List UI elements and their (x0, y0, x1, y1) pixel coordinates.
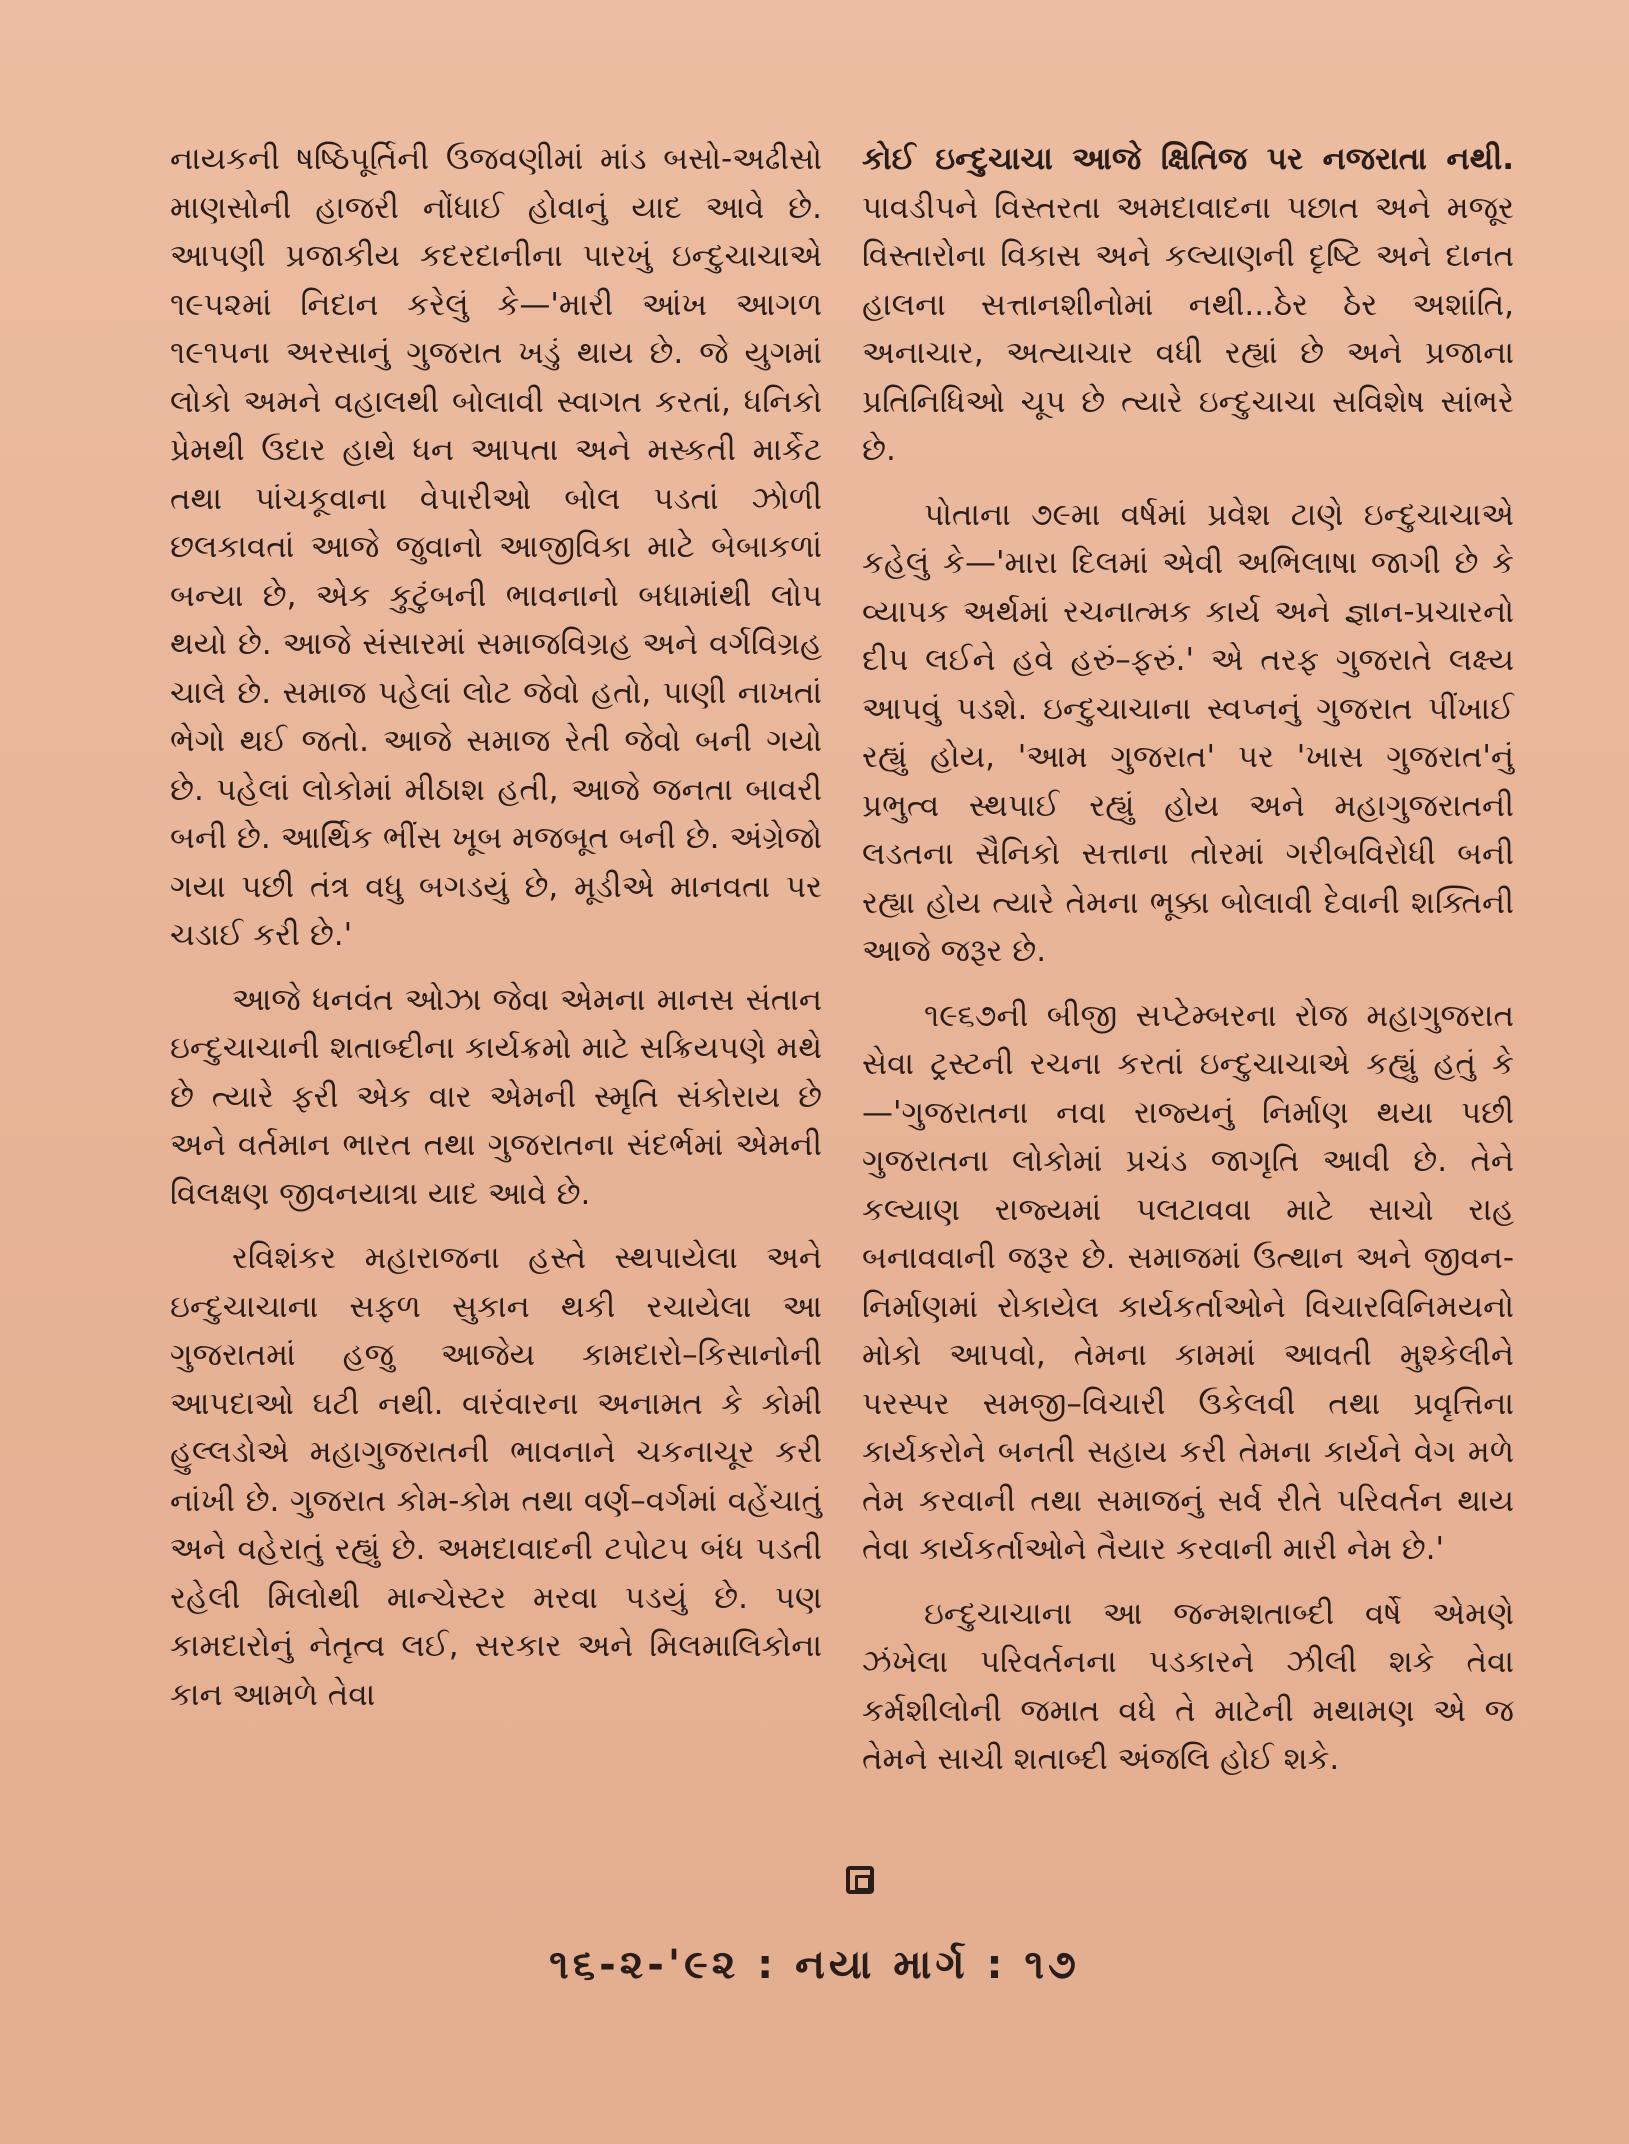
page-footer: ૧૬-૨-'૯૨ : નયા માર્ગ : ૧૭ (549, 1942, 1080, 1988)
left-paragraph-3: રવિશંકર મહારાજના હસ્તે સ્થપાયેલા અને ઇન્દુચાચાના સફળ સુકાન થકી રચાયેલા આ ગુજરાતમાં હજુ આજેય કામદારો–કિસાનોની આપદાઓ ઘટી નથી. વારંવારના અનામત કે કોમી હુલ્લડોએ મહાગુજરાતની ભાવનાને ચકનાચૂર કરી નાંખી છે. ગુજરાત કોમ-કોમ તથા વર્ણ–વર્ગમાં વહેંચાતું અને વહેરાતું રહ્યું છે. અમદાવાદની ટપોટપ બંધ પડતી રહેલી મિલોથી માન્ચેસ્ટર મરવા પડયું છે. પણ કામદારોનું નેતૃત્વ લઈ, સરકાર અને મિલમાલિકોના કાન આમળે તેવા (170, 1240, 822, 1713)
right-paragraph-2: પોતાના ૭૯મા વર્ષમાં પ્રવેશ ટાણે ઇન્દુચાચાએ કહેલું કે—'મારા દિલમાં એવી અભિલાષા જાગી છે કે વ્યાપક અર્થમાં રચનાત્મક કાર્ય અને જ્ઞાન-પ્રચારનો દીપ લઈને હવે હરું–ફરું.' એ તરફ ગુજરાતે લક્ષ્ય આપવું પડશે. ઇન્દુચાચાના સ્વપ્નનું ગુજરાત પીંખાઈ રહ્યું હોય, 'આમ ગુજરાત' પર 'ખાસ ગુજરાત'નું પ્રભુત્વ સ્થપાઈ રહ્યું હોય અને મહાગુજરાતની લડતના સૈનિકો સત્તાના તોરમાં ગરીબવિરોધી બની રહ્યા હોય ત્યારે તેમના ભૂક્કા બોલાવી દેવાની શક્તિની આજે જરૂર છે. (862, 496, 1514, 969)
right-paragraph-1-lead: કોઈ ઇન્દુચાચા આજે ક્ષિતિજ પર નજરાતા નથી. (862, 141, 1514, 177)
left-paragraph-2: આજે ધનવંત ઓઝા જેવા એમના માનસ સંતાન ઇન્દુચાચાની શતાબ્દીના કાર્યક્રમો માટે સક્રિયપણે મથે છે ત્યારે ફરી એક વાર એમની સ્મૃતિ સંકોરાય છે અને વર્તમાન ભારત તથા ગુજરાતના સંદર્ભમાં એમની વિલક્ષણ જીવનયાત્રા યાદ આવે છે. (170, 981, 822, 1212)
right-paragraph-1 (862, 135, 1514, 475)
right-column (862, 135, 1514, 1800)
right-paragraph-1-body: પાવડીપને વિસ્તરતા અમદાવાદના પછાત અને મજૂર વિસ્તારોના વિકાસ અને કલ્યાણની દૃષ્ટિ અને દાનત હાલના સત્તાનશીનોમાં નથી...ઠેર ઠેર અશાંતિ, અનાચાર, અત્યાચાર વધી રહ્યાં છે અને પ્રજાના પ્રતિનિધિઓ ચૂપ છે ત્યારે ઇન્દુચાચા સવિશેષ સાંભરે છે. (862, 189, 1514, 468)
left-column (170, 135, 822, 1735)
right-paragraph-4: ઇન્દુચાચાના આ જન્મશતાબ્દી વર્ષે એમણે ઝંખેલા પરિવર્તનના પડકારને ઝીલી શકે તેવા કર્મશીલોની જમાત વધે તે માટેની મથામણ એ જ તેમને સાચી શતાબ્દી અંજલિ હોઈ શકે. (862, 1595, 1514, 1777)
right-paragraph-3: ૧૯૬૭ની બીજી સપ્ટેમ્બરના રોજ મહાગુજરાત સેવા ટ્રસ્ટની રચના કરતાં ઇન્દુચાચાએ કહ્યું હતું કે—'ગુજરાતના નવા રાજ્યનું નિર્માણ થયા પછી ગુજરાતના લોકોમાં પ્રચંડ જાગૃતિ આવી છે. તેને કલ્યાણ રાજ્યમાં પલટાવવા માટે સાચો રાહ બનાવવાની જરૂર છે. સમાજમાં ઉત્થાન અને જીવન-નિર્માણમાં રોકાયેલ કાર્યકર્તાઓને વિચારવિનિમયનો મોકો આપવો, તેમના કામમાં આવતી મુશ્કેલીને પરસ્પર સમજી–વિચારી ઉકેલવી તથા પ્રવૃત્તિના કાર્યકરોને બનતી સહાય કરી તેમના કાર્યને વેગ મળે તેમ કરવાની તથા સમાજનું સર્વ રીતે પરિવર્તન થાય તેવા કાર્યકર્તાઓને તૈયાર કરવાની મારી નેમ છે.' (862, 997, 1514, 1567)
section-end-ornament-icon (846, 1866, 874, 1894)
left-paragraph-1: નાયકની ષષ્ઠિપૂર્તિની ઉજવણીમાં માંડ બસો-અઢીસો માણસોની હાજરી નોંધાઈ હોવાનું યાદ આવે છે. આપણી પ્રજાકીય કદરદાનીના પારખું ઇન્દુચાચાએ ૧૯૫૨માં નિદાન કરેલું કે—'મારી આંખ આગળ ૧૯૧૫ના અરસાનું ગુજરાત ખડું થાય છે. જે યુગમાં લોકો અમને વહાલથી બોલાવી સ્વાગત કરતાં, ધનિકો પ્રેમથી ઉદાર હાથે ધન આપતા અને મસ્કતી માર્કેટ તથા પાંચકૂવાના વેપારીઓ બોલ પડતાં ઝોળી છલકાવતાં આજે જુવાનો આજીવિકા માટે બેબાકળાં બન્યા છે, એક કુટુંબની ભાવનાનો બધામાંથી લોપ થયો છે. આજે સંસારમાં સમાજવિગ્રહ અને વર્ગવિગ્રહ ચાલે છે. સમાજ પહેલાં લોટ જેવો હતો, પાણી નાખતાં ભેગો થઈ જતો. આજે સમાજ રેતી જેવો બની ગયો છે. પહેલાં લોકોમાં મીઠાશ હતી, આજે જનતા બાવરી બની છે. આર્થિક ભીંસ ખૂબ મજબૂત બની છે. અંગ્રેજો ગયા પછી તંત્ર વધુ બગડયું છે, મૂડીએ માનવતા પર ચડાઈ કરી છે.' (170, 141, 822, 953)
